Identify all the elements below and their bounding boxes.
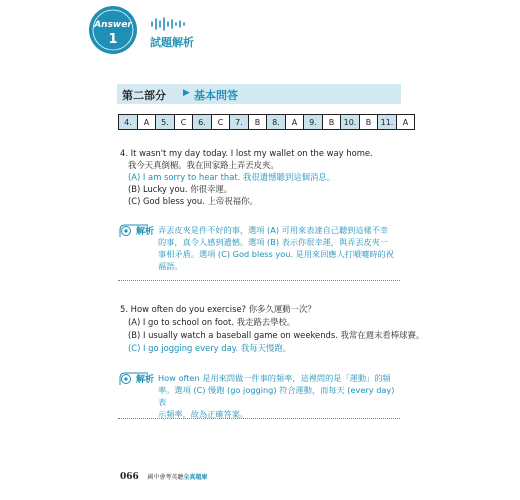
triangle-right-icon: ▶ bbox=[183, 88, 190, 98]
q5-question: 5. How often do you exercise? 你多久運動一次？ bbox=[120, 304, 316, 314]
answer-cell: C bbox=[175, 115, 193, 130]
question-number-cell: 6. bbox=[193, 115, 212, 130]
answer-table bbox=[118, 114, 415, 130]
q4-analysis-line: 的事，真令人感到遺憾。選項 (B) 表示你很幸運，與弄丟皮夾一 bbox=[158, 237, 389, 247]
answer-cell: B bbox=[323, 115, 341, 130]
audio-wave-icon bbox=[150, 17, 190, 31]
q4-analysis-line: 福語。 bbox=[158, 261, 183, 271]
question-number-cell: 7. bbox=[230, 115, 249, 130]
answer-cell: B bbox=[360, 115, 378, 130]
question-number-cell: 5. bbox=[156, 115, 175, 130]
q5-analysis-body bbox=[158, 372, 400, 420]
page-number: 066 bbox=[120, 472, 139, 482]
q5-option-b: (B) I usually watch a baseball game on weekends. 我常在週末看棒球賽。 bbox=[128, 330, 425, 340]
q5-analysis-line: How often 是用來問做一件事的頻率，這裡問的是「運動」的頻 bbox=[158, 373, 391, 383]
badge-word: Answer bbox=[94, 20, 132, 30]
q4-translation: 我今天真倒楣。我在回家路上弄丟皮夾。 bbox=[128, 160, 279, 170]
answer-cell: B bbox=[249, 115, 267, 130]
q5-analysis-line: 率。選項 (C) 慢跑 (go jogging) 符合運動，而每天 (every day) 表 bbox=[158, 385, 395, 407]
q5-analysis-label: 解析 bbox=[136, 375, 155, 385]
book-title-accent: 全真題庫 bbox=[183, 474, 208, 481]
question-number-cell: 4. bbox=[119, 115, 138, 130]
q4-option-b: (B) Lucky you. 你很幸運。 bbox=[128, 184, 233, 194]
answer-cell: C bbox=[212, 115, 230, 130]
section-bar bbox=[117, 84, 401, 104]
q4-question: 4. It wasn't my day today. I lost my wallet on the way home. bbox=[120, 148, 373, 158]
question-number-cell: 11. bbox=[378, 115, 397, 130]
q5-analysis bbox=[118, 372, 400, 419]
book-title bbox=[147, 474, 207, 481]
q4-analysis bbox=[118, 224, 400, 281]
answer-cell: A bbox=[138, 115, 156, 130]
q4-option-c: (C) God bless you. 上帝祝福你。 bbox=[128, 196, 258, 206]
answer-row bbox=[119, 115, 415, 130]
question-number-cell: 8. bbox=[267, 115, 286, 130]
section-name: 基本問答 bbox=[194, 89, 238, 102]
question-number-cell: 10. bbox=[341, 115, 360, 130]
book-title-main: 國中會考英聽 bbox=[147, 474, 184, 481]
q4-analysis-line: 弄丟皮夾是件不好的事，選項 (A) 可用來表達自己聽到這樣不幸 bbox=[158, 225, 389, 235]
answer-cell: A bbox=[397, 115, 415, 130]
header-title: 試題解析 bbox=[150, 36, 194, 49]
answer-cell: A bbox=[286, 115, 304, 130]
question-number-cell: 9. bbox=[304, 115, 323, 130]
q5-analysis-line: 示頻率，故為正確答案。 bbox=[158, 409, 249, 419]
page-footer bbox=[120, 472, 207, 482]
q5-option-c: (C) I go jogging every day. 我每天慢跑。 bbox=[128, 343, 292, 353]
q4-analysis-body bbox=[158, 224, 400, 272]
q5-option-a: (A) I go to school on foot. 我走路去學校。 bbox=[128, 317, 296, 327]
q4-analysis-line: 事相矛盾。選項 (C) God bless you. 是用來回應人打噴嚏時的祝 bbox=[158, 249, 394, 259]
badge-number: 1 bbox=[108, 32, 118, 47]
q4-analysis-label: 解析 bbox=[136, 227, 155, 237]
q4-option-a: (A) I am sorry to hear that. 我很遺憾聽到這個消息。 bbox=[128, 172, 336, 182]
section-part: 第二部分 bbox=[122, 89, 166, 102]
answer-badge bbox=[88, 5, 138, 55]
